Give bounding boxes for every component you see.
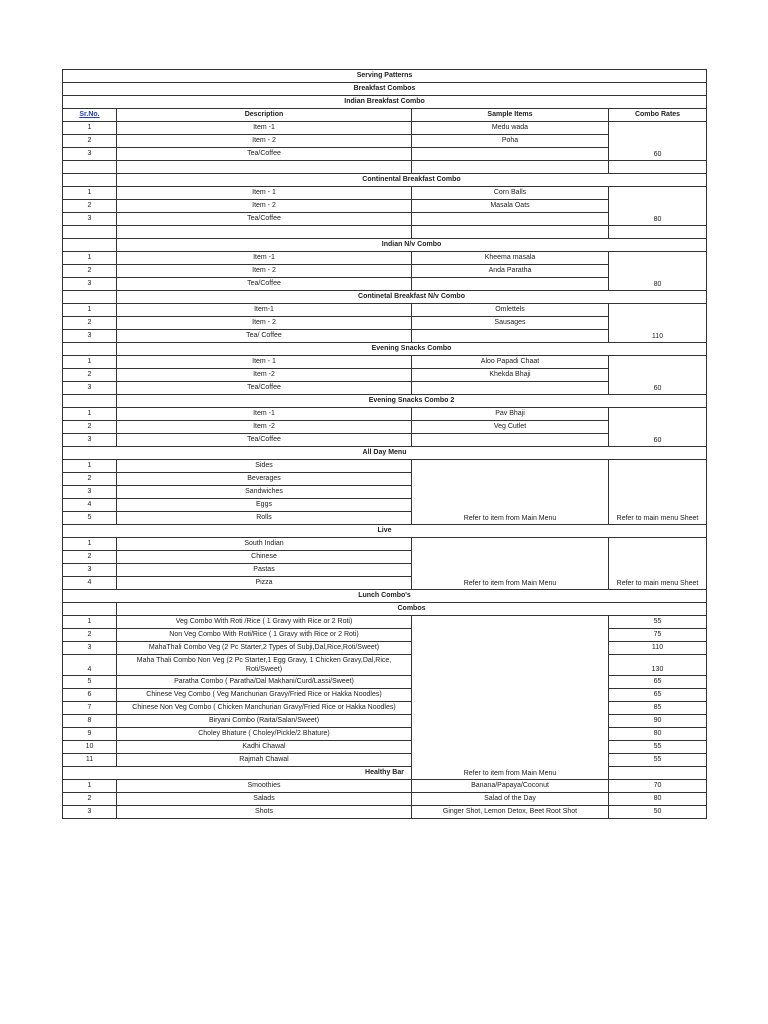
description-cell: Tea/Coffee xyxy=(117,148,412,161)
description-cell: Item-1 xyxy=(117,304,412,317)
table-row xyxy=(63,728,707,741)
section-live-title: Live xyxy=(63,525,707,538)
sample-cell: Medu wada xyxy=(412,122,609,135)
section-row xyxy=(63,291,707,304)
table-subtitle: Breakfast Combos xyxy=(63,83,707,96)
sample-cell: Omlettels xyxy=(412,304,609,317)
description-cell: Smoothies xyxy=(117,780,412,793)
sample-cell: Aloo Papadi Chaat xyxy=(412,356,609,369)
description-cell: Tea/ Coffee xyxy=(117,330,412,343)
description-cell: Tea/Coffee xyxy=(117,213,412,226)
sr-cell: 2 xyxy=(63,793,117,806)
description-cell: Choley Bhature ( Choley/Pickle/2 Bhature) xyxy=(117,728,412,741)
sr-cell: 3 xyxy=(63,806,117,819)
description-cell: Veg Combo With Roti /Rice ( 1 Gravy with Rice or 2 Roti) xyxy=(117,616,412,629)
sr-cell: 1 xyxy=(63,538,117,551)
section-row xyxy=(63,525,707,538)
combo-rate-cell: 60 xyxy=(609,122,707,161)
sr-cell: 2 xyxy=(63,551,117,564)
combo-rate-cell: 50 xyxy=(609,806,707,819)
sample-cell: Anda Paratha xyxy=(412,265,609,278)
section-healthy-bar-title: Healthy Bar xyxy=(63,767,707,780)
description-cell: Kadhi Chawal xyxy=(117,741,412,754)
section-row xyxy=(63,239,707,252)
sample-cell xyxy=(412,330,609,343)
sr-cell: 1 xyxy=(63,780,117,793)
sample-cell: Khekda Bhaji xyxy=(412,369,609,382)
sample-cell: Sausages xyxy=(412,317,609,330)
sample-cell: Kheema masala xyxy=(412,252,609,265)
combo-rate-cell: 60 xyxy=(609,356,707,395)
sr-cell: 1 xyxy=(63,616,117,629)
sr-cell: 2 xyxy=(63,135,117,148)
sr-cell: 2 xyxy=(63,317,117,330)
sample-cell: Poha xyxy=(412,135,609,148)
sr-cell: 3 xyxy=(63,486,117,499)
sr-cell: 3 xyxy=(63,278,117,291)
spacer-row xyxy=(63,161,707,174)
section-lunch-combos-title: Combos xyxy=(117,603,707,616)
section-evening-snacks-title: Evening Snacks Combo xyxy=(117,343,707,356)
table-row xyxy=(63,715,707,728)
description-cell: Item - 1 xyxy=(117,187,412,200)
table-row xyxy=(63,122,707,135)
sr-cell: 1 xyxy=(63,304,117,317)
description-cell: Tea/Coffee xyxy=(117,382,412,395)
sr-cell: 1 xyxy=(63,356,117,369)
serving-patterns-table xyxy=(62,69,707,819)
sample-cell xyxy=(412,434,609,447)
table-row xyxy=(63,754,707,767)
combo-rate-cell: 130 xyxy=(609,655,707,676)
section-row xyxy=(63,767,707,780)
sr-cell: 5 xyxy=(63,676,117,689)
combo-rate-cell: 80 xyxy=(609,187,707,226)
sr-cell: 2 xyxy=(63,200,117,213)
section-row xyxy=(63,395,707,408)
sr-cell: 3 xyxy=(63,330,117,343)
sample-cell xyxy=(412,213,609,226)
table-row xyxy=(63,304,707,317)
description-cell: Sides xyxy=(117,460,412,473)
section-continental-title: Continental Breakfast Combo xyxy=(117,174,707,187)
combo-rate-cell: 85 xyxy=(609,702,707,715)
sample-cell: Refer to item from Main Menu xyxy=(412,460,609,525)
sr-cell: 2 xyxy=(63,629,117,642)
sample-cell: Ginger Shot, Lemon Detox, Beet Root Shot xyxy=(412,806,609,819)
table-row xyxy=(63,702,707,715)
combo-rate-cell: 55 xyxy=(609,616,707,629)
combo-rate-cell: Refer to main menu Sheet xyxy=(609,538,707,590)
table-row xyxy=(63,187,707,200)
table-row xyxy=(63,676,707,689)
description-cell: Pastas xyxy=(117,564,412,577)
sr-cell: 11 xyxy=(63,754,117,767)
sr-cell: 2 xyxy=(63,473,117,486)
sr-cell: 3 xyxy=(63,564,117,577)
table-row xyxy=(63,616,707,629)
section-lunch-title: Lunch Combo's xyxy=(63,590,707,603)
sr-cell: 1 xyxy=(63,408,117,421)
sr-cell: 6 xyxy=(63,689,117,702)
combo-rate-cell: 60 xyxy=(609,408,707,447)
sr-cell: 9 xyxy=(63,728,117,741)
description-cell: Eggs xyxy=(117,499,412,512)
description-cell: Item - 2 xyxy=(117,200,412,213)
combo-rate-cell: Refer to main menu Sheet xyxy=(609,460,707,525)
sr-cell: 3 xyxy=(63,148,117,161)
table-row xyxy=(63,629,707,642)
combo-rates-header: Combo Rates xyxy=(609,109,707,122)
combo-rate-cell: 55 xyxy=(609,754,707,767)
sr-cell: 2 xyxy=(63,421,117,434)
sample-cell: Veg Cutlet xyxy=(412,421,609,434)
section-indian-nv-title: Indian N/v Combo xyxy=(117,239,707,252)
sr-cell: 1 xyxy=(63,187,117,200)
description-cell: Shots xyxy=(117,806,412,819)
spacer-row xyxy=(63,226,707,239)
description-cell: Item -2 xyxy=(117,369,412,382)
section-evening-snacks-2-title: Evening Snacks Combo 2 xyxy=(117,395,707,408)
combo-rate-cell: 90 xyxy=(609,715,707,728)
sample-cell: Salad of the Day xyxy=(412,793,609,806)
description-cell: Item -1 xyxy=(117,122,412,135)
section-continental-nv-title: Continetal Breakfast N/v Combo xyxy=(117,291,707,304)
table-row xyxy=(63,408,707,421)
description-cell: Tea/Coffee xyxy=(117,434,412,447)
description-cell: Biryani Combo (Raita/Salan/Sweet) xyxy=(117,715,412,728)
combo-rate-cell: 80 xyxy=(609,728,707,741)
sample-cell: Banana/Papaya/Coconut xyxy=(412,780,609,793)
sr-cell: 3 xyxy=(63,213,117,226)
sr-cell: 2 xyxy=(63,265,117,278)
combo-rate-cell: 110 xyxy=(609,642,707,655)
description-cell: Item - 2 xyxy=(117,135,412,148)
section-row xyxy=(63,174,707,187)
sr-cell: 4 xyxy=(63,499,117,512)
table-row xyxy=(63,741,707,754)
description-cell: Item - 1 xyxy=(117,356,412,369)
combo-rate-cell: 75 xyxy=(609,629,707,642)
combo-rate-cell: 65 xyxy=(609,676,707,689)
combo-rate-cell: 80 xyxy=(609,252,707,291)
table-row xyxy=(63,655,707,676)
description-cell: Salads xyxy=(117,793,412,806)
sample-cell: Masala Oats xyxy=(412,200,609,213)
description-cell: Tea/Coffee xyxy=(117,278,412,291)
sr-cell: 3 xyxy=(63,642,117,655)
table-title: Serving Patterns xyxy=(63,70,707,83)
combo-rate-cell: 110 xyxy=(609,304,707,343)
sample-cell xyxy=(412,148,609,161)
description-cell: Maha Thali Combo Non Veg (2 Pc Starter,1 Egg Gravy, 1 Chicken Gravy,Dal,Rice, Roti/Sweet) xyxy=(117,655,412,676)
sr-cell: 4 xyxy=(63,655,117,676)
combo-rate-cell: 80 xyxy=(609,793,707,806)
section-all-day-title: All Day Menu xyxy=(63,447,707,460)
description-cell: Chinese xyxy=(117,551,412,564)
sample-cell: Corn Balls xyxy=(412,187,609,200)
table-row xyxy=(63,793,707,806)
sample-items-header: Sample Items xyxy=(412,109,609,122)
column-header-row xyxy=(63,109,707,122)
section-row xyxy=(63,343,707,356)
description-cell: Rolls xyxy=(117,512,412,525)
description-cell: Beverages xyxy=(117,473,412,486)
section-row xyxy=(63,590,707,603)
description-header: Description xyxy=(117,109,412,122)
sr-cell: 3 xyxy=(63,434,117,447)
sample-cell xyxy=(412,382,609,395)
description-cell: South Indian xyxy=(117,538,412,551)
combo-rate-cell: 55 xyxy=(609,741,707,754)
description-cell: Non Veg Combo With Roti/Rice ( 1 Gravy with Rice or 2 Roti) xyxy=(117,629,412,642)
sample-cell: Refer to item from Main Menu xyxy=(412,616,609,780)
sr-cell: 1 xyxy=(63,122,117,135)
table-row xyxy=(63,538,707,551)
combo-rate-cell: 70 xyxy=(609,780,707,793)
sr-cell: 10 xyxy=(63,741,117,754)
sr-cell: 2 xyxy=(63,369,117,382)
table-row xyxy=(63,460,707,473)
description-cell: Sandwiches xyxy=(117,486,412,499)
description-cell: Paratha Combo ( Paratha/Dal Makhani/Curd/Lassi/Sweet) xyxy=(117,676,412,689)
description-cell: MahaThali Combo Veg (2 Pc Starter,2 Types of Subji,Dal,Rice,Roti/Sweet) xyxy=(117,642,412,655)
description-cell: Chinese Veg Combo ( Veg Manchurian Gravy/Fried Rice or Hakka Noodles) xyxy=(117,689,412,702)
description-cell: Item - 2 xyxy=(117,317,412,330)
sample-cell: Pav Bhaji xyxy=(412,408,609,421)
table-row xyxy=(63,806,707,819)
table-row xyxy=(63,689,707,702)
sample-cell: Refer to item from Main Menu xyxy=(412,538,609,590)
combo-rate-cell: 65 xyxy=(609,689,707,702)
sr-no-header-link[interactable]: Sr.No. xyxy=(63,109,117,122)
section-indian-breakfast-title: Indian Breakfast Combo xyxy=(63,96,707,109)
sr-cell: 5 xyxy=(63,512,117,525)
sample-cell xyxy=(412,278,609,291)
description-cell: Rajmah Chawal xyxy=(117,754,412,767)
section-row xyxy=(63,447,707,460)
table-row xyxy=(63,356,707,369)
table-row xyxy=(63,642,707,655)
description-cell: Item -2 xyxy=(117,421,412,434)
sr-cell: 1 xyxy=(63,252,117,265)
description-cell: Pizza xyxy=(117,577,412,590)
sr-cell: 7 xyxy=(63,702,117,715)
sr-cell: 1 xyxy=(63,460,117,473)
description-cell: Chinese Non Veg Combo ( Chicken Manchurian Gravy/Fried Rice or Hakka Noodles) xyxy=(117,702,412,715)
table-row xyxy=(63,252,707,265)
section-row xyxy=(63,603,707,616)
description-cell: Item -1 xyxy=(117,252,412,265)
table-row xyxy=(63,780,707,793)
sr-cell: 4 xyxy=(63,577,117,590)
sr-cell: 8 xyxy=(63,715,117,728)
description-cell: Item - 2 xyxy=(117,265,412,278)
sr-cell: 3 xyxy=(63,382,117,395)
description-cell: Item -1 xyxy=(117,408,412,421)
